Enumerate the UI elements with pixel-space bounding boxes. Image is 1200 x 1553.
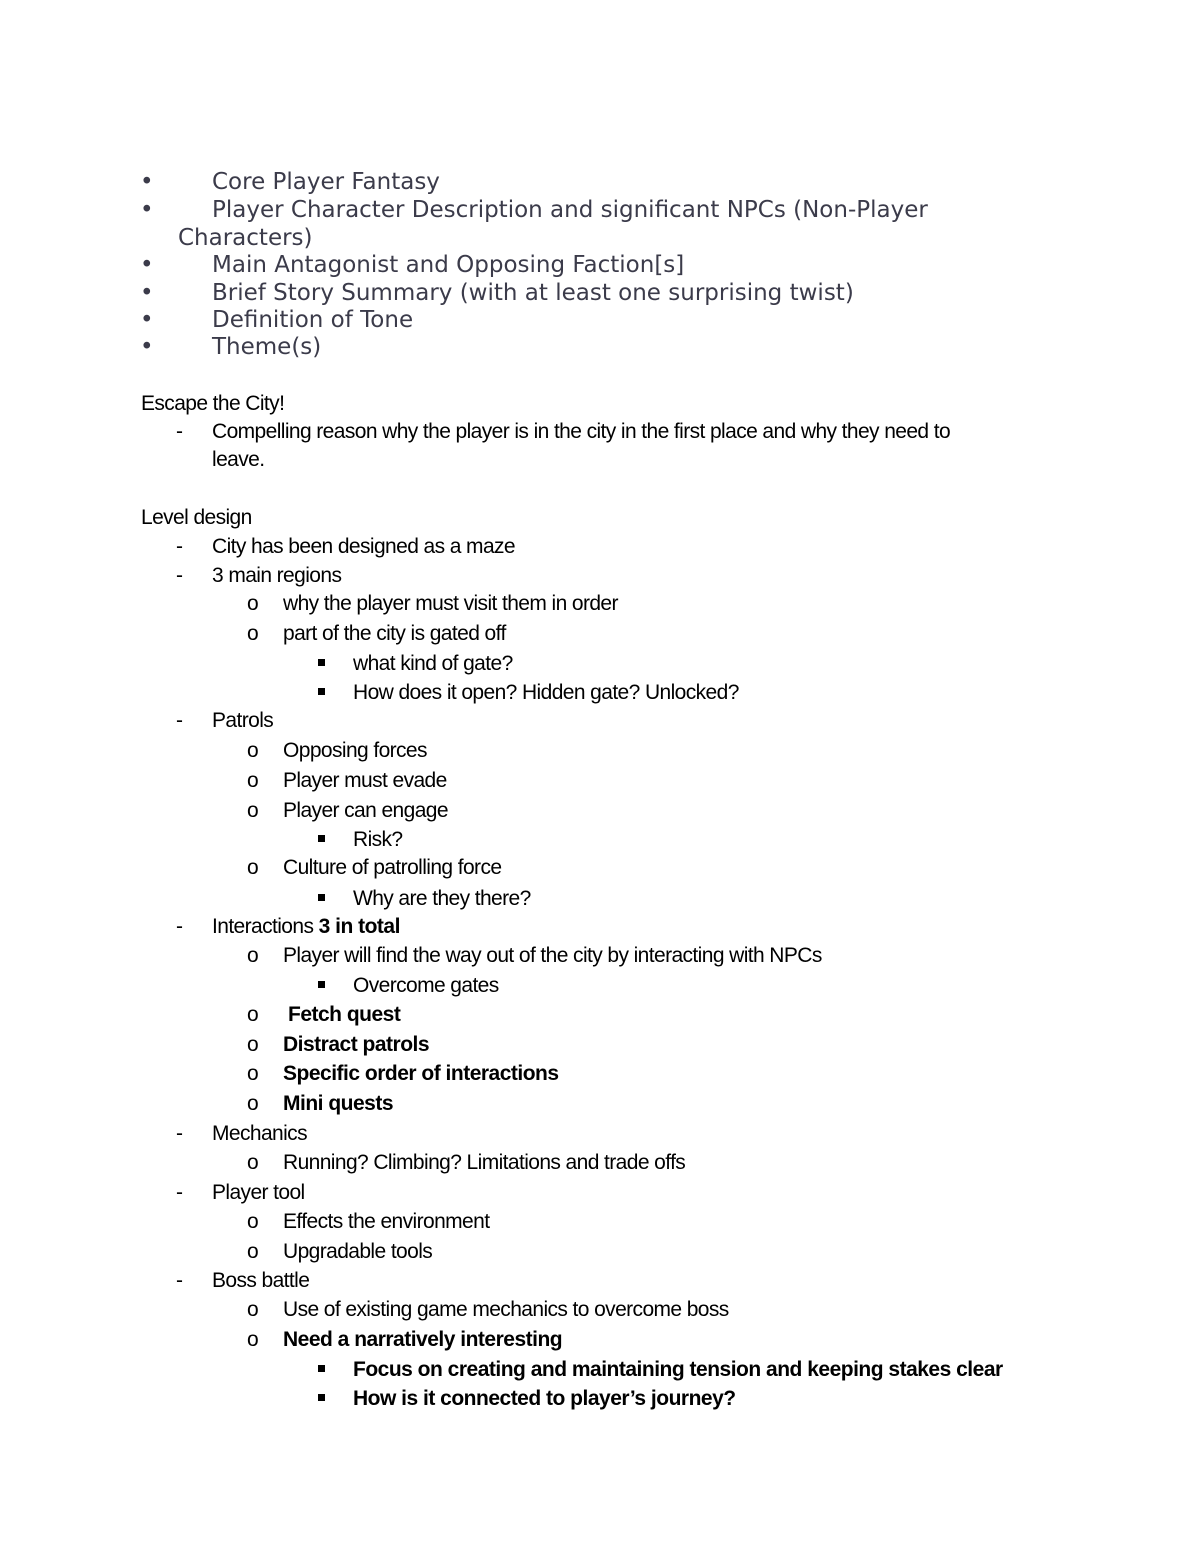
list-item: Mechanics xyxy=(212,1122,307,1145)
circle-marker: o xyxy=(247,1151,259,1174)
list-item: Interactions 3 in total xyxy=(212,915,400,938)
list-item: Running? Climbing? Limitations and trade offs xyxy=(283,1151,686,1174)
circle-marker: o xyxy=(247,1240,259,1263)
list-item: How does it open? Hidden gate? Unlocked? xyxy=(353,681,739,704)
square-bullet xyxy=(318,1365,325,1372)
list-item: what kind of gate? xyxy=(353,652,513,675)
circle-marker: o xyxy=(247,856,259,879)
bullet-dot: • xyxy=(140,197,154,223)
circle-marker: o xyxy=(247,1210,259,1233)
bullet-dot: • xyxy=(140,252,154,278)
list-item: Focus on creating and maintaining tension and keeping stakes clear xyxy=(353,1358,1003,1381)
square-bullet xyxy=(318,659,325,666)
bullet-dot: • xyxy=(140,307,154,333)
dash-marker: - xyxy=(176,709,183,732)
list-item: Player can engage xyxy=(283,799,448,822)
circle-marker: o xyxy=(247,769,259,792)
document-page: • Core Player Fantasy • Player Character Description and significant NPCs (Non-Player Characters) • Main Antagonist and Opposing Faction[s] • Brief Story Summary (with at least one surprising twist) • Definition of Tone • Theme(s) Escape the City! - Compelling reason why the player is in the city in the first place and why they need to leave. Level design - City has been designed as a maze - 3 main regions o why the player must visit them in order o part of the city is gated off what kind of gate? How does it open? Hidden gate? Unlocked? - Patrols o Opposing forces o Player must evade o Player can engage Risk? o Culture of patrolling force Why are they there? - Interactions 3 in total o Player will find the way out of the city by interacting with NPCs Overcome gates o Fetch quest o Distract patrols o Specific order of interactions o Mini quests - Mechanics o Running? Climbing? Limitations and trade offs - Player tool o Effects the environment o Upgradable tools - Boss battle o Use of existing game mechanics to overcome boss o Need a narratively interesting Focus on creating and maintaining tension and keeping stakes clear How is it connected to player’s journey? xyxy=(0,0,1200,1553)
list-item: Player tool xyxy=(212,1181,305,1204)
circle-marker: o xyxy=(247,622,259,645)
list-item: Distract patrols xyxy=(283,1033,430,1056)
dash-marker: - xyxy=(176,1181,183,1204)
list-item: Specific order of interactions xyxy=(283,1062,559,1085)
list-item: part of the city is gated off xyxy=(283,622,506,645)
square-bullet xyxy=(318,894,325,901)
bullet-dot: • xyxy=(140,280,154,306)
dash-marker: - xyxy=(176,915,183,938)
circle-marker: o xyxy=(247,799,259,822)
list-item: Overcome gates xyxy=(353,974,499,997)
list-item: Compelling reason why the player is in the city in the first place and why they need to xyxy=(212,420,951,443)
square-bullet xyxy=(318,981,325,988)
circle-marker: o xyxy=(247,1092,259,1115)
dash-marker: - xyxy=(176,1269,183,1292)
bullet-dot: • xyxy=(140,334,154,360)
list-item: Effects the environment xyxy=(283,1210,490,1233)
circle-marker: o xyxy=(247,739,259,762)
list-item: Need a narratively interesting xyxy=(283,1328,563,1351)
list-item: Patrols xyxy=(212,709,274,732)
circle-marker: o xyxy=(247,1328,259,1351)
list-item: Player will find the way out of the city by interacting with NPCs xyxy=(283,944,822,967)
list-item-continuation: leave. xyxy=(212,448,265,471)
square-bullet xyxy=(318,835,325,842)
list-item: Mini quests xyxy=(283,1092,394,1115)
list-item: How is it connected to player’s journey? xyxy=(353,1387,736,1410)
circle-marker: o xyxy=(247,1298,259,1321)
square-bullet xyxy=(318,1394,325,1401)
circle-marker: o xyxy=(247,1003,259,1026)
circle-marker: o xyxy=(247,1033,259,1056)
dash-marker: - xyxy=(176,1122,183,1145)
list-item: Upgradable tools xyxy=(283,1240,433,1263)
dash-marker: - xyxy=(176,564,183,587)
list-item: Risk? xyxy=(353,828,403,851)
list-item: Fetch quest xyxy=(288,1003,401,1026)
bullet-dot: • xyxy=(140,169,154,195)
list-item: why the player must visit them in order xyxy=(283,592,618,615)
list-item: 3 main regions xyxy=(212,564,342,587)
circle-marker: o xyxy=(247,592,259,615)
circle-marker: o xyxy=(247,1062,259,1085)
section-heading-escape: Escape the City! xyxy=(141,392,285,415)
square-bullet xyxy=(318,688,325,695)
section-heading-level-design: Level design xyxy=(141,506,252,529)
dash-marker: - xyxy=(176,535,183,558)
list-item: City has been designed as a maze xyxy=(212,535,515,558)
list-item: Opposing forces xyxy=(283,739,427,762)
dash-marker: - xyxy=(176,420,183,443)
circle-marker: o xyxy=(247,944,259,967)
list-item: Why are they there? xyxy=(353,887,531,910)
list-item: Culture of patrolling force xyxy=(283,856,502,879)
list-item: Player must evade xyxy=(283,769,447,792)
list-item: Use of existing game mechanics to overcome boss xyxy=(283,1298,729,1321)
list-item: Boss battle xyxy=(212,1269,310,1292)
